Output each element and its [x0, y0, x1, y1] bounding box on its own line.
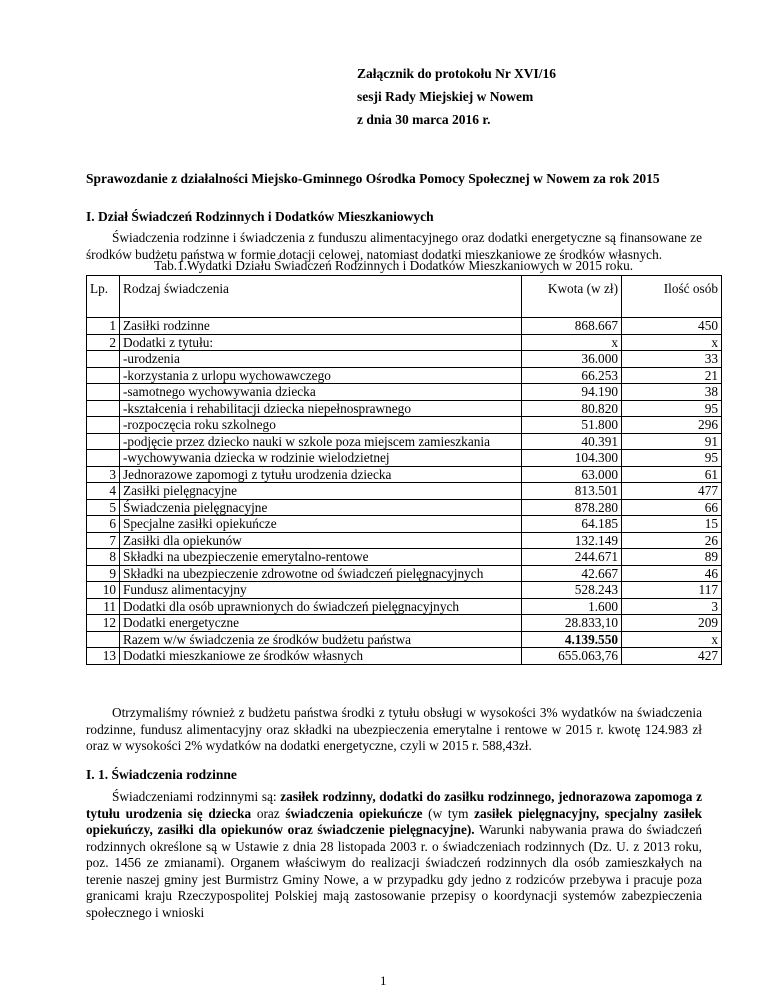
row-count: x	[622, 631, 722, 648]
row-name: Razem w/w świadczenia ze środków budżetu państwa	[120, 631, 522, 648]
row-amount: 4.139.550	[522, 631, 622, 648]
row-amount: 51.800	[522, 417, 622, 434]
p-part-c: oraz	[251, 805, 286, 821]
row-lp	[87, 400, 120, 417]
row-lp	[87, 351, 120, 368]
row-name: -podjęcie przez dziecko nauki w szkole poza miejscem zamieszkania	[120, 433, 522, 450]
section-1-intro: Świadczenia rodzinne i świadczenia z funduszu alimentacyjnego oraz dodatki energetyczne są finansowane ze środków budżetu państwa w formie dotacji celowej, natomiast dodatki mieszkaniowe ze środków własnych.	[86, 230, 702, 262]
row-lp: 9	[87, 565, 120, 582]
row-count: 38	[622, 384, 722, 401]
table-header-row	[87, 276, 722, 318]
table-row	[87, 466, 722, 483]
row-amount: 244.671	[522, 549, 622, 566]
row-lp: 2	[87, 334, 120, 351]
row-lp	[87, 450, 120, 467]
row-name: Fundusz alimentacyjny	[120, 582, 522, 599]
row-name: Zasiłki dla opiekunów	[120, 532, 522, 549]
table-row	[87, 351, 722, 368]
header-line-2: sesji Rady Miejskiej w Nowem	[357, 89, 534, 104]
table-row	[87, 483, 722, 500]
table-row	[87, 565, 722, 582]
row-lp: 4	[87, 483, 120, 500]
row-name: Zasiłki pielęgnacyjne	[120, 483, 522, 500]
row-count: 61	[622, 466, 722, 483]
row-lp: 8	[87, 549, 120, 566]
row-lp	[87, 367, 120, 384]
header-amount: Kwota (w zł)	[522, 276, 622, 318]
row-name: Zasiłki rodzinne	[120, 318, 522, 335]
row-lp	[87, 384, 120, 401]
row-name: -urodzenia	[120, 351, 522, 368]
row-count: 209	[622, 615, 722, 632]
row-amount: 28.833,10	[522, 615, 622, 632]
table-row	[87, 400, 722, 417]
row-name: Dodatki dla osób uprawnionych do świadczeń pielęgnacyjnych	[120, 598, 522, 615]
row-name: Specjalne zasiłki opiekuńcze	[120, 516, 522, 533]
row-lp: 13	[87, 648, 120, 665]
header-lp: Lp.	[87, 276, 120, 318]
row-count: 91	[622, 433, 722, 450]
table-row	[87, 598, 722, 615]
row-lp: 10	[87, 582, 120, 599]
row-amount: 813.501	[522, 483, 622, 500]
row-count: 89	[622, 549, 722, 566]
row-name: -samotnego wychowywania dziecka	[120, 384, 522, 401]
after-table-paragraph: Otrzymaliśmy również z budżetu państwa środki z tytułu obsługi w wysokości 3% wydatków na świadczenia rodzinne, fundusz alimentacyjny oraz składki na ubezpieczenia emerytalne i rentowe w 2015 r. kwotę 124.983 zł oraz w wysokości 2% wydatków na dodatki energetyczne, czyli w 2015 r. 588,43zł.	[86, 705, 702, 753]
p-part-g: Warunki nabywania prawa do świadczeń rodzinnych określone są w Ustawie z dnia 28 listopada 2003 r. o świadczeniach rodzinnych (Dz. U. z 2013 roku, poz. 1456 ze zmianami). Organem właściwym do realizacji świadczeń rodzinnych dla osób zamieszkałych na terenie naszej gminy jest Burmistrz Gminy Nowe, a w przypadku gdy jedno z rodziców przebywa i pracuje poza granicami kraju Rzeczypospolitej Polskiej mają zastosowanie przepisy o koordynacji systemów zabezpieczenia społecznego i wnioski	[86, 822, 702, 920]
table-row	[87, 582, 722, 599]
row-amount: 1.600	[522, 598, 622, 615]
row-lp: 1	[87, 318, 120, 335]
table-caption: Tab.1.Wydatki Działu Świadczeń Rodzinnych i Dodatków Mieszkaniowych w 2015 roku.	[154, 258, 634, 273]
row-name: Dodatki energetyczne	[120, 615, 522, 632]
p-part-a: Świadczeniami rodzinnymi są:	[112, 789, 281, 804]
row-count: 95	[622, 450, 722, 467]
row-name: -rozpoczęcia roku szkolnego	[120, 417, 522, 434]
row-count: 26	[622, 532, 722, 549]
table-row	[87, 334, 722, 351]
row-lp	[87, 631, 120, 648]
table-row	[87, 631, 722, 648]
row-amount: 64.185	[522, 516, 622, 533]
row-amount: 63.000	[522, 466, 622, 483]
row-amount: x	[522, 334, 622, 351]
row-count: 15	[622, 516, 722, 533]
row-count: 66	[622, 499, 722, 516]
section-1-1-heading: I. 1. Świadczenia rodzinne	[86, 767, 237, 782]
row-lp: 3	[87, 466, 120, 483]
row-count: 450	[622, 318, 722, 335]
row-count: 3	[622, 598, 722, 615]
row-count: x	[622, 334, 722, 351]
expenses-table	[86, 275, 722, 665]
row-name: Jednorazowe zapomogi z tytułu urodzenia dziecka	[120, 466, 522, 483]
row-count: 33	[622, 351, 722, 368]
row-count: 117	[622, 582, 722, 599]
row-amount: 132.149	[522, 532, 622, 549]
table-row	[87, 648, 722, 665]
header-line-3: z dnia 30 marca 2016 r.	[357, 112, 491, 127]
row-count: 477	[622, 483, 722, 500]
row-count: 46	[622, 565, 722, 582]
row-amount: 36.000	[522, 351, 622, 368]
p-part-e: (w tym	[422, 805, 475, 821]
row-name: -kształcenia i rehabilitacji dziecka niepełnosprawnego	[120, 400, 522, 417]
row-count: 95	[622, 400, 722, 417]
row-lp	[87, 433, 120, 450]
p-part-b: zasiłek rodzinny, dodatki do zasiłku rodzinnego, jednorazowa zapomoga z tytułu urodzenia się dziecka	[86, 789, 703, 821]
row-amount: 66.253	[522, 367, 622, 384]
table-row	[87, 549, 722, 566]
row-count: 21	[622, 367, 722, 384]
row-lp: 6	[87, 516, 120, 533]
table-row	[87, 450, 722, 467]
row-lp: 5	[87, 499, 120, 516]
row-lp: 11	[87, 598, 120, 615]
row-amount: 528.243	[522, 582, 622, 599]
table-row	[87, 367, 722, 384]
table-row	[87, 499, 722, 516]
report-title: Sprawozdanie z działalności Miejsko-Gminnego Ośrodka Pomocy Społecznej w Nowem za rok 2015	[86, 171, 660, 186]
row-amount: 655.063,76	[522, 648, 622, 665]
table-row	[87, 516, 722, 533]
p-part-d: świadczenia opiekuńcze	[285, 805, 423, 821]
row-name: Dodatki z tytułu:	[120, 334, 522, 351]
row-lp: 12	[87, 615, 120, 632]
row-name: Składki na ubezpieczenie emerytalno-rentowe	[120, 549, 522, 566]
row-amount: 40.391	[522, 433, 622, 450]
row-amount: 94.190	[522, 384, 622, 401]
row-count: 296	[622, 417, 722, 434]
section-1-heading: I. Dział Świadczeń Rodzinnych i Dodatków Mieszkaniowych	[86, 209, 434, 224]
table-row	[87, 318, 722, 335]
row-count: 427	[622, 648, 722, 665]
table-row	[87, 532, 722, 549]
row-name: -wychowywania dziecka w rodzinie wielodzietnej	[120, 450, 522, 467]
row-lp	[87, 417, 120, 434]
table-row	[87, 417, 722, 434]
header-name: Rodzaj świadczenia	[120, 276, 522, 318]
row-name: Dodatki mieszkaniowe ze środków własnych	[120, 648, 522, 665]
header-count: Ilość osób	[622, 276, 722, 318]
row-amount: 42.667	[522, 565, 622, 582]
header-line-1: Załącznik do protokołu Nr XVI/16	[357, 66, 557, 81]
row-name: Świadczenia pielęgnacyjne	[120, 499, 522, 516]
row-amount: 80.820	[522, 400, 622, 417]
page-number: 1	[380, 973, 387, 988]
row-lp: 7	[87, 532, 120, 549]
row-name: -korzystania z urlopu wychowawczego	[120, 367, 522, 384]
table-row	[87, 615, 722, 632]
p-part-f: zasiłek pielęgnacyjny, specjalny zasiłek opiekuńczy, zasiłki dla opiekunów oraz świadczenie pielęgnacyjne).	[86, 805, 702, 837]
row-amount: 878.280	[522, 499, 622, 516]
section-1-1-paragraph	[86, 789, 702, 921]
row-amount: 104.300	[522, 450, 622, 467]
table-row	[87, 433, 722, 450]
table-row	[87, 384, 722, 401]
row-name: Składki na ubezpieczenie zdrowotne od świadczeń pielęgnacyjnych	[120, 565, 522, 582]
row-amount: 868.667	[522, 318, 622, 335]
